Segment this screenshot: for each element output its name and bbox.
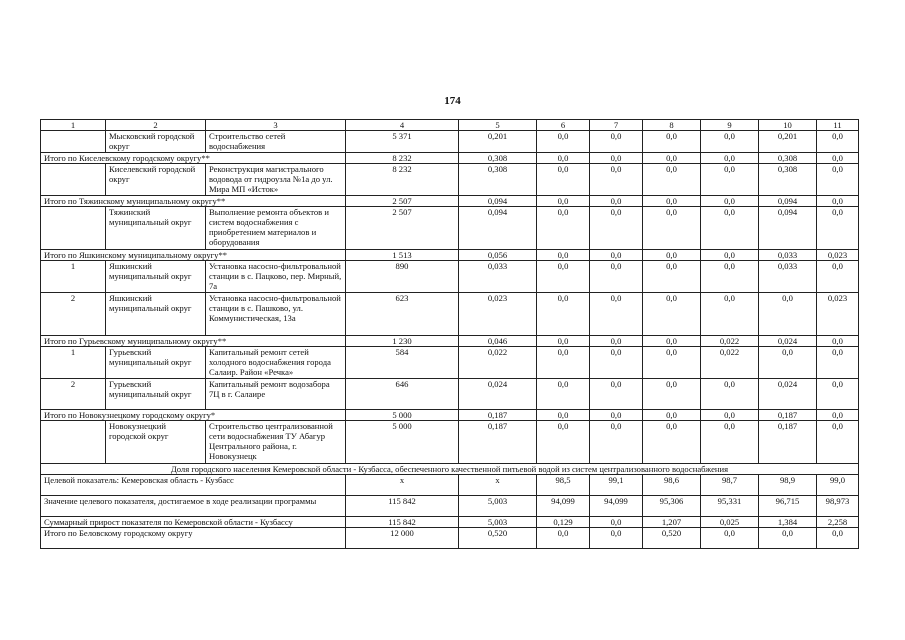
- value-cell: 0,0: [759, 528, 817, 549]
- value-cell: 0,0: [537, 410, 590, 421]
- item-row: [41, 421, 859, 464]
- value-cell: 890: [346, 261, 459, 293]
- page-number: 174: [444, 95, 461, 107]
- value-cell: 0,0: [590, 250, 643, 261]
- value-cell: 0,187: [459, 410, 537, 421]
- value-cell: 98,6: [643, 475, 701, 496]
- value-cell: 8 232: [346, 164, 459, 196]
- total-row: [41, 528, 859, 549]
- value-cell: 0,0: [701, 207, 759, 250]
- value-cell: 0,0: [590, 207, 643, 250]
- value-cell: 0,056: [459, 250, 537, 261]
- value-cell: 0,022: [701, 347, 759, 379]
- value-cell: 0,0: [643, 336, 701, 347]
- total-label: Итого по Яшкинскому муниципальному округу**: [41, 250, 346, 261]
- municipality-cell: Яшкинский муниципальный округ: [106, 261, 206, 293]
- value-cell: 0,0: [590, 164, 643, 196]
- value-cell: 0,0: [643, 131, 701, 153]
- value-cell: 0,0: [701, 196, 759, 207]
- header-row: [41, 120, 859, 131]
- value-cell: 0,0: [537, 153, 590, 164]
- value-cell: 0,0: [590, 517, 643, 528]
- value-cell: 0,094: [759, 196, 817, 207]
- value-cell: 0,0: [701, 153, 759, 164]
- value-cell: 0,201: [459, 131, 537, 153]
- value-cell: 0,0: [701, 410, 759, 421]
- value-cell: 0,308: [459, 153, 537, 164]
- value-cell: 0,0: [643, 196, 701, 207]
- value-cell: 0,0: [817, 421, 859, 464]
- value-cell: 0,0: [817, 379, 859, 410]
- total-label: Итого по Гурьевскому муниципальному округу**: [41, 336, 346, 347]
- value-cell: 0,0: [643, 207, 701, 250]
- total-row: [41, 410, 859, 421]
- municipality-cell: Гурьевский муниципальный округ: [106, 347, 206, 379]
- value-cell: 584: [346, 347, 459, 379]
- value-cell: 0,023: [817, 250, 859, 261]
- total-row: [41, 196, 859, 207]
- value-cell: 1,207: [643, 517, 701, 528]
- value-cell: 0,308: [759, 164, 817, 196]
- value-cell: 0,0: [537, 196, 590, 207]
- value-cell: 0,308: [759, 153, 817, 164]
- total-label: Значение целевого показателя, достигаемое в ходе реализации программы: [41, 496, 346, 517]
- total-label: Суммарный прирост показателя по Кемеровской области - Кузбассу: [41, 517, 346, 528]
- header-cell: 9: [701, 120, 759, 131]
- value-cell: 0,0: [701, 528, 759, 549]
- value-cell: 0,0: [643, 293, 701, 336]
- value-cell: 0,0: [537, 207, 590, 250]
- value-cell: 0,0: [759, 347, 817, 379]
- value-cell: х: [459, 475, 537, 496]
- value-cell: 0,0: [817, 347, 859, 379]
- row-number: 1: [41, 347, 106, 379]
- value-cell: 94,099: [537, 496, 590, 517]
- row-number: 1: [41, 261, 106, 293]
- value-cell: 2,258: [817, 517, 859, 528]
- total-row: [41, 475, 859, 496]
- value-cell: 0,022: [701, 336, 759, 347]
- value-cell: 0,0: [701, 261, 759, 293]
- value-cell: 0,0: [590, 131, 643, 153]
- value-cell: 0,024: [459, 379, 537, 410]
- item-row: [41, 261, 859, 293]
- value-cell: 98,5: [537, 475, 590, 496]
- value-cell: 5 000: [346, 421, 459, 464]
- municipality-cell: Яшкинский муниципальный округ: [106, 293, 206, 336]
- value-cell: 115 842: [346, 517, 459, 528]
- value-cell: 0,0: [701, 421, 759, 464]
- total-label: Итого по Беловскому городскому округу: [41, 528, 346, 549]
- value-cell: 0,187: [759, 410, 817, 421]
- value-cell: 0,0: [817, 164, 859, 196]
- total-row: [41, 153, 859, 164]
- value-cell: 0,094: [459, 207, 537, 250]
- value-cell: 1 230: [346, 336, 459, 347]
- value-cell: 5 371: [346, 131, 459, 153]
- item-row: [41, 131, 859, 153]
- value-cell: 0,0: [590, 153, 643, 164]
- item-row: [41, 379, 859, 410]
- value-cell: 0,187: [459, 421, 537, 464]
- value-cell: 0,022: [459, 347, 537, 379]
- total-label: Итого по Новокузнецкому городскому округу*: [41, 410, 346, 421]
- value-cell: 8 232: [346, 153, 459, 164]
- value-cell: 99,1: [590, 475, 643, 496]
- value-cell: 0,0: [643, 164, 701, 196]
- value-cell: 5,003: [459, 517, 537, 528]
- value-cell: 2 507: [346, 196, 459, 207]
- value-cell: 0,0: [817, 261, 859, 293]
- value-cell: 0,0: [537, 528, 590, 549]
- value-cell: 0,0: [817, 410, 859, 421]
- value-cell: 0,0: [817, 153, 859, 164]
- value-cell: 0,0: [701, 250, 759, 261]
- work-description: Строительство централизованной сети водоснабжения ТУ Абагур Центрального района, г. Новокузнецк: [206, 421, 346, 464]
- value-cell: 623: [346, 293, 459, 336]
- value-cell: 0,046: [459, 336, 537, 347]
- row-number: [41, 164, 106, 196]
- value-cell: 0,0: [701, 379, 759, 410]
- value-cell: 2 507: [346, 207, 459, 250]
- header-cell: 8: [643, 120, 701, 131]
- value-cell: 0,0: [537, 379, 590, 410]
- value-cell: 0,0: [817, 131, 859, 153]
- value-cell: 0,0: [590, 293, 643, 336]
- value-cell: 5 000: [346, 410, 459, 421]
- row-number: [41, 421, 106, 464]
- header-cell: 10: [759, 120, 817, 131]
- header-cell: 11: [817, 120, 859, 131]
- value-cell: 0,0: [817, 528, 859, 549]
- header-cell: 6: [537, 120, 590, 131]
- value-cell: 0,201: [759, 131, 817, 153]
- program-table: [40, 119, 859, 549]
- value-cell: 0,0: [643, 347, 701, 379]
- total-label: Итого по Тяжинскому муниципальному округу**: [41, 196, 346, 207]
- work-description: Реконструкция магистрального водовода от гидроузла №1а до ул. Мира МП «Исток»: [206, 164, 346, 196]
- section-row: [41, 464, 859, 475]
- table-body: [41, 120, 859, 549]
- value-cell: 0,0: [537, 336, 590, 347]
- value-cell: 0,0: [537, 250, 590, 261]
- item-row: [41, 293, 859, 336]
- value-cell: 0,0: [590, 196, 643, 207]
- value-cell: 0,0: [537, 164, 590, 196]
- header-cell: 2: [106, 120, 206, 131]
- value-cell: 0,0: [701, 293, 759, 336]
- value-cell: 0,0: [537, 421, 590, 464]
- value-cell: 0,520: [459, 528, 537, 549]
- value-cell: 0,024: [759, 336, 817, 347]
- value-cell: 98,973: [817, 496, 859, 517]
- value-cell: 0,033: [759, 261, 817, 293]
- value-cell: 98,9: [759, 475, 817, 496]
- municipality-cell: Гурьевский муниципальный округ: [106, 379, 206, 410]
- total-row: [41, 496, 859, 517]
- value-cell: 95,306: [643, 496, 701, 517]
- value-cell: 0,024: [759, 379, 817, 410]
- value-cell: 0,0: [701, 164, 759, 196]
- value-cell: 0,0: [759, 293, 817, 336]
- value-cell: 0,0: [643, 250, 701, 261]
- value-cell: 0,0: [590, 410, 643, 421]
- value-cell: 0,033: [759, 250, 817, 261]
- item-row: [41, 164, 859, 196]
- work-description: Капитальный ремонт водозабора 7Ц в г. Салаире: [206, 379, 346, 410]
- section-title: Доля городского населения Кемеровской области - Кузбасса, обеспеченного качественной питьевой водой из систем централизованного водоснабжения: [41, 464, 859, 475]
- value-cell: 0,129: [537, 517, 590, 528]
- value-cell: 0,0: [590, 347, 643, 379]
- value-cell: 98,7: [701, 475, 759, 496]
- value-cell: 0,023: [817, 293, 859, 336]
- value-cell: 0,0: [643, 410, 701, 421]
- municipality-cell: Тяжинский муниципальный округ: [106, 207, 206, 250]
- municipality-cell: Новокузнецкий городской округ: [106, 421, 206, 464]
- header-cell: 5: [459, 120, 537, 131]
- value-cell: 95,331: [701, 496, 759, 517]
- value-cell: 0,033: [459, 261, 537, 293]
- value-cell: 0,0: [590, 528, 643, 549]
- value-cell: 0,0: [643, 421, 701, 464]
- value-cell: 0,0: [537, 261, 590, 293]
- value-cell: 96,715: [759, 496, 817, 517]
- value-cell: 1,384: [759, 517, 817, 528]
- value-cell: 0,520: [643, 528, 701, 549]
- item-row: [41, 207, 859, 250]
- total-row: [41, 517, 859, 528]
- value-cell: 5,003: [459, 496, 537, 517]
- value-cell: 94,099: [590, 496, 643, 517]
- value-cell: 0,023: [459, 293, 537, 336]
- value-cell: 646: [346, 379, 459, 410]
- value-cell: 12 000: [346, 528, 459, 549]
- total-row: [41, 250, 859, 261]
- municipality-cell: Киселевский городской округ: [106, 164, 206, 196]
- value-cell: 0,0: [590, 336, 643, 347]
- value-cell: 0,0: [817, 196, 859, 207]
- value-cell: 0,0: [590, 261, 643, 293]
- value-cell: 0,0: [643, 261, 701, 293]
- work-description: Капитальный ремонт сетей холодного водоснабжения города Салаир. Район «Речка»: [206, 347, 346, 379]
- value-cell: 0,0: [701, 131, 759, 153]
- total-label: Целевой показатель: Кемеровская область - Кузбасс: [41, 475, 346, 496]
- value-cell: 0,094: [459, 196, 537, 207]
- row-number: [41, 131, 106, 153]
- row-number: [41, 207, 106, 250]
- value-cell: 0,0: [590, 421, 643, 464]
- value-cell: 0,0: [590, 379, 643, 410]
- value-cell: 0,0: [817, 336, 859, 347]
- value-cell: 0,187: [759, 421, 817, 464]
- value-cell: 115 842: [346, 496, 459, 517]
- value-cell: 1 513: [346, 250, 459, 261]
- header-cell: 3: [206, 120, 346, 131]
- value-cell: 0,0: [817, 207, 859, 250]
- header-cell: 4: [346, 120, 459, 131]
- value-cell: 0,0: [643, 153, 701, 164]
- value-cell: 0,025: [701, 517, 759, 528]
- work-description: Установка насосно-фильтровальной станции в с. Пашково, ул. Коммунистическая, 13а: [206, 293, 346, 336]
- header-cell: 1: [41, 120, 106, 131]
- row-number: 2: [41, 293, 106, 336]
- total-label: Итого по Киселевскому городскому округу**: [41, 153, 346, 164]
- value-cell: 0,094: [759, 207, 817, 250]
- total-row: [41, 336, 859, 347]
- value-cell: 99,0: [817, 475, 859, 496]
- value-cell: 0,0: [537, 131, 590, 153]
- row-number: 2: [41, 379, 106, 410]
- value-cell: х: [346, 475, 459, 496]
- value-cell: 0,308: [459, 164, 537, 196]
- value-cell: 0,0: [537, 347, 590, 379]
- work-description: Установка насосно-фильтровальной станции в с. Пацково, пер. Мирный, 7а: [206, 261, 346, 293]
- value-cell: 0,0: [537, 293, 590, 336]
- municipality-cell: Мысковский городской округ: [106, 131, 206, 153]
- work-description: Строительство сетей водоснабжения: [206, 131, 346, 153]
- item-row: [41, 347, 859, 379]
- work-description: Выполнение ремонта объектов и систем водоснабжения с приобретением материалов и оборудования: [206, 207, 346, 250]
- value-cell: 0,0: [643, 379, 701, 410]
- header-cell: 7: [590, 120, 643, 131]
